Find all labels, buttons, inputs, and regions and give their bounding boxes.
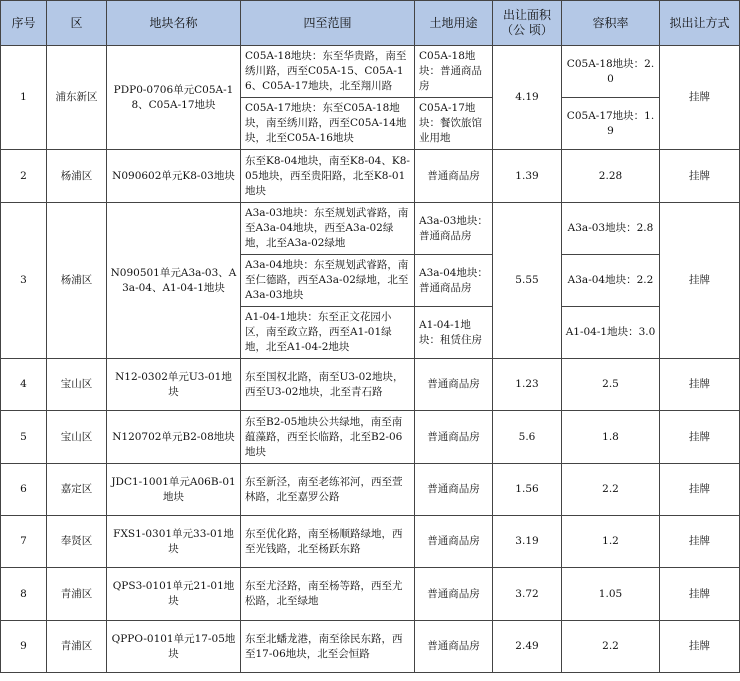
cell-seq: 8 — [1, 568, 47, 621]
cell-seq: 4 — [1, 359, 47, 411]
cell-area: 1.23 — [493, 359, 562, 411]
cell-usage: C05A-18地块：普通商品房 — [415, 46, 493, 98]
header-district: 区 — [47, 1, 107, 46]
cell-area: 1.56 — [493, 464, 562, 516]
cell-bounds: 东至新泾，南至老练祁河，西至萱林路，北至嘉罗公路 — [241, 464, 415, 516]
cell-area: 5.55 — [493, 203, 562, 359]
table-row — [1, 203, 740, 255]
cell-method: 挂牌 — [660, 411, 740, 464]
cell-district: 宝山区 — [47, 359, 107, 411]
cell-name: N090501单元A3a-03、A3a-04、A1-04-1地块 — [107, 203, 241, 359]
table-row — [1, 359, 740, 411]
cell-area: 2.49 — [493, 621, 562, 673]
cell-usage: 普通商品房 — [415, 411, 493, 464]
cell-district: 浦东新区 — [47, 46, 107, 150]
cell-seq: 7 — [1, 516, 47, 568]
cell-usage: A1-04-1地块：租赁住房 — [415, 307, 493, 359]
cell-usage: A3a-04地块：普通商品房 — [415, 255, 493, 307]
table-row — [1, 150, 740, 203]
table-row — [1, 464, 740, 516]
cell-far: C05A-17地块：1.9 — [562, 98, 660, 150]
cell-district: 宝山区 — [47, 411, 107, 464]
cell-far: 1.2 — [562, 516, 660, 568]
cell-name: N090602单元K8-03地块 — [107, 150, 241, 203]
cell-name: PDP0-0706单元C05A-18、C05A-17地块 — [107, 46, 241, 150]
cell-area: 4.19 — [493, 46, 562, 150]
cell-district: 青浦区 — [47, 621, 107, 673]
cell-area: 3.72 — [493, 568, 562, 621]
cell-seq: 2 — [1, 150, 47, 203]
cell-bounds: 东至K8-04地块，南至K8-04、K8-05地块，西至贵阳路，北至K8-01地块 — [241, 150, 415, 203]
cell-name: QPS3-0101单元21-01地块 — [107, 568, 241, 621]
cell-bounds: 东至B2-05地块公共绿地，南至南蕴藻路，西至长临路，北至B2-06地块 — [241, 411, 415, 464]
table-row — [1, 568, 740, 621]
cell-far: A3a-04地块：2.2 — [562, 255, 660, 307]
cell-name: FXS1-0301单元33-01地块 — [107, 516, 241, 568]
cell-usage: 普通商品房 — [415, 568, 493, 621]
cell-district: 嘉定区 — [47, 464, 107, 516]
cell-method: 挂牌 — [660, 621, 740, 673]
cell-method: 挂牌 — [660, 203, 740, 359]
cell-method: 挂牌 — [660, 516, 740, 568]
cell-area: 3.19 — [493, 516, 562, 568]
header-seq: 序号 — [1, 1, 47, 46]
cell-bounds: 东至国权北路，南至U3-02地块，西至U3-02地块，北至青石路 — [241, 359, 415, 411]
cell-bounds: C05A-17地块：东至C05A-18地块，南至绣川路，西至C05A-14地块，北至C05A-16地块 — [241, 98, 415, 150]
cell-bounds: A3a-03地块：东至规划武睿路，南至A3a-04地块，西至A3a-02绿地，北至A3a-02绿地 — [241, 203, 415, 255]
cell-far: 2.5 — [562, 359, 660, 411]
cell-name: N12-0302单元U3-01地块 — [107, 359, 241, 411]
cell-bounds: 东至优化路，南至杨顺路绿地，西至光钱路，北至杨跃东路 — [241, 516, 415, 568]
cell-usage: 普通商品房 — [415, 516, 493, 568]
cell-seq: 3 — [1, 203, 47, 359]
cell-seq: 1 — [1, 46, 47, 150]
cell-area: 1.39 — [493, 150, 562, 203]
cell-seq: 9 — [1, 621, 47, 673]
cell-seq: 5 — [1, 411, 47, 464]
cell-district: 青浦区 — [47, 568, 107, 621]
header-method: 拟出让方式 — [660, 1, 740, 46]
cell-far: C05A-18地块：2.0 — [562, 46, 660, 98]
cell-usage: 普通商品房 — [415, 621, 493, 673]
header-bounds: 四至范围 — [241, 1, 415, 46]
cell-bounds: 东至尤泾路，南至杨等路，西至尤松路，北至绿地 — [241, 568, 415, 621]
header-name: 地块名称 — [107, 1, 241, 46]
table-row — [1, 46, 740, 98]
cell-bounds: C05A-18地块：东至华贵路，南至绣川路，西至C05A-15、C05A-16、C05A-17地块，北至翔川路 — [241, 46, 415, 98]
cell-seq: 6 — [1, 464, 47, 516]
cell-far: 2.28 — [562, 150, 660, 203]
cell-far: 1.05 — [562, 568, 660, 621]
cell-far: A1-04-1地块：3.0 — [562, 307, 660, 359]
cell-method: 挂牌 — [660, 464, 740, 516]
cell-name: N120702单元B2-08地块 — [107, 411, 241, 464]
header-far: 容积率 — [562, 1, 660, 46]
cell-far: 2.2 — [562, 621, 660, 673]
cell-method: 挂牌 — [660, 359, 740, 411]
cell-far: A3a-03地块：2.8 — [562, 203, 660, 255]
cell-bounds: A1-04-1地块：东至正文花园小区，南至政立路，西至A1-01绿地，北至A1-04-2地块 — [241, 307, 415, 359]
header-usage: 土地用途 — [415, 1, 493, 46]
header-area — [493, 1, 562, 46]
cell-district: 奉贤区 — [47, 516, 107, 568]
cell-usage: C05A-17地块：餐饮旅馆业用地 — [415, 98, 493, 150]
cell-far: 1.8 — [562, 411, 660, 464]
cell-usage: 普通商品房 — [415, 464, 493, 516]
cell-usage: A3a-03地块：普通商品房 — [415, 203, 493, 255]
cell-method: 挂牌 — [660, 568, 740, 621]
cell-name: QPPO-0101单元17-05地块 — [107, 621, 241, 673]
table-row — [1, 621, 740, 673]
cell-bounds: 东至北蟠龙港，南至徐民东路，西至17-06地块，北至会恒路 — [241, 621, 415, 673]
cell-area: 5.6 — [493, 411, 562, 464]
cell-bounds: A3a-04地块：东至规划武睿路，南至仁德路，西至A3a-02绿地，北至A3a-03地块 — [241, 255, 415, 307]
cell-usage: 普通商品房 — [415, 359, 493, 411]
header-area-label: 出让面积 — [502, 8, 551, 22]
cell-name: JDC1-1001单元A06B-01地块 — [107, 464, 241, 516]
cell-usage: 普通商品房 — [415, 150, 493, 203]
table-row — [1, 516, 740, 568]
cell-far: 2.2 — [562, 464, 660, 516]
cell-method: 挂牌 — [660, 46, 740, 150]
cell-district: 杨浦区 — [47, 203, 107, 359]
cell-district: 杨浦区 — [47, 150, 107, 203]
header-area-unit: （公 顷） — [501, 23, 553, 37]
table-row — [1, 411, 740, 464]
cell-method: 挂牌 — [660, 150, 740, 203]
